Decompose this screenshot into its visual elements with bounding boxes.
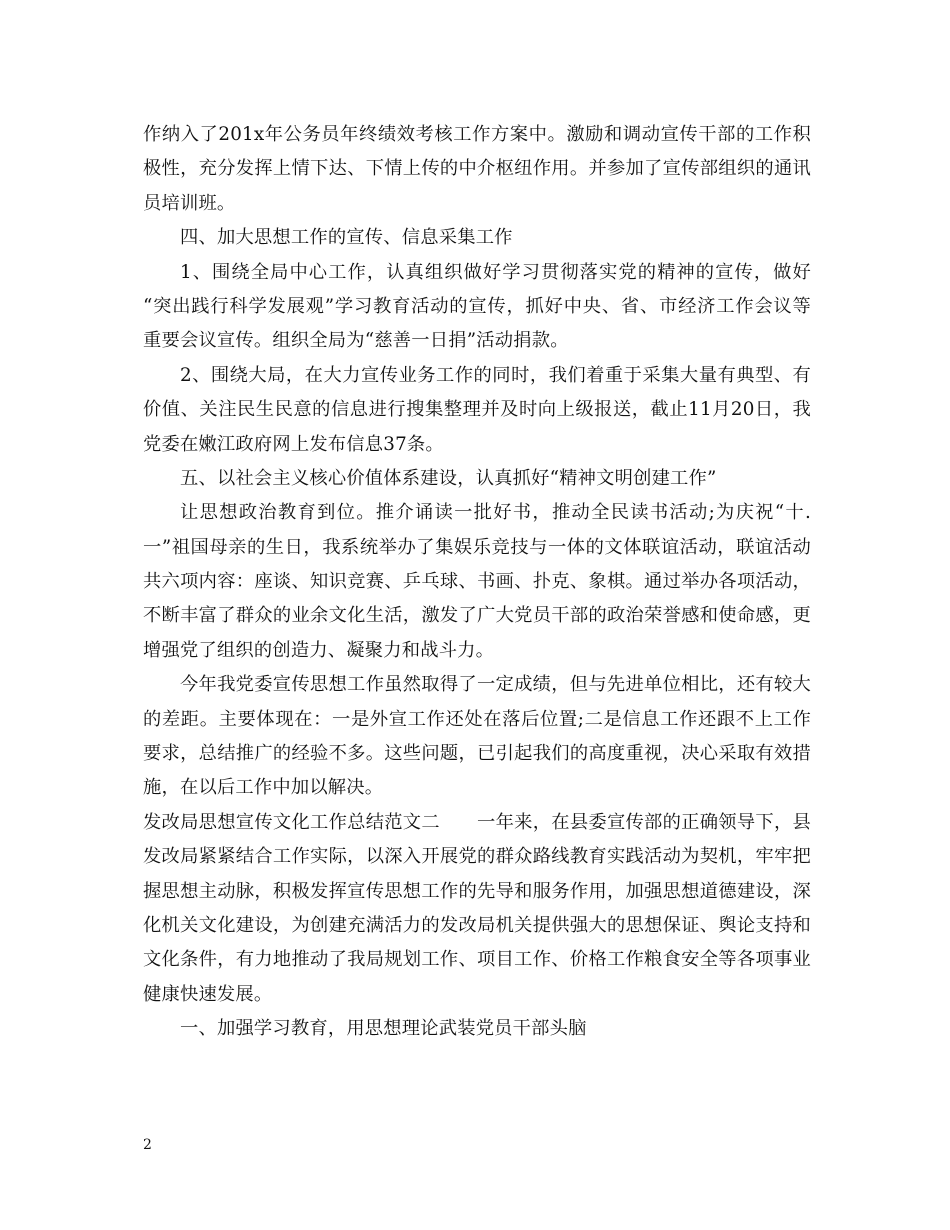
text-line: 增强党了组织的创造力、凝聚力和战斗力。 [143,639,495,661]
text-line: 员培训班。 [143,192,236,214]
text-line: 2、围绕大局，在大力宣传业务工作的同时，我们着重于采集大量有典型、有 [180,364,811,386]
text-line: 的差距。主要体现在：一是外宣工作还处在落后位置;二是信息工作还跟不上工作 [143,708,811,730]
text-line: 重要会议宣传。组织全局为“慈善一日捐”活动捐款。 [143,330,569,352]
text-line: 共六项内容：座谈、知识竞赛、乒乓球、书画、扑克、象棋。通过举办各项活动， [143,571,811,593]
text-line: 作纳入了201x年公务员年终绩效考核工作方案中。激励和调动宣传干部的工作积 [143,124,811,145]
text-line: 发改局思想宣传文化工作总结范文二 一年来，在县委宣传部的正确领导下，县 [143,811,811,833]
text-line: 党委在嫩江政府网上发布信息37条。 [143,433,444,455]
text-line: 极性，充分发挥上情下达、下情上传的中介枢纽作用。并参加了宣传部组织的通讯 [143,158,811,180]
text-line: 今年我党委宣传思想工作虽然取得了一定成绩，但与先进单位相比，还有较大 [180,674,811,696]
text-line: 不断丰富了群众的业余文化生活，激发了广大党员干部的政治荣誉感和使命感，更 [143,605,811,627]
text-line: 一”祖国母亲的生日，我系统举办了集娱乐竞技与一体的文体联谊活动，联谊活动 [143,536,811,558]
text-line: 要求，总结推广的经验不多。这些问题，已引起我们的高度重视，决心采取有效措 [143,743,811,765]
text-line: 施，在以后工作中加以解决。 [143,777,384,799]
text-line: “突出践行科学发展观”学习教育活动的宣传，抓好中央、省、市经济工作会议等 [143,295,811,317]
section-heading: 一、加强学习教育，用思想理论武装党员干部头脑 [180,1018,587,1040]
text-line: 健康快速发展。 [143,983,273,1005]
body-text [143,118,811,1047]
text-line: 发改局紧紧结合工作实际，以深入开展党的群众路线教育实践活动为契机，牢牢把 [143,846,811,868]
text-line: 握思想主动脉，积极发挥宣传思想工作的先导和服务作用，加强思想道德建设，深 [143,880,811,902]
text-line: 1、围绕全局中心工作，认真组织做好学习贯彻落实党的精神的宣传，做好 [180,261,811,283]
text-line: 文化条件，有力地推动了我局规划工作、项目工作、价格工作粮食安全等各项事业 [143,949,811,971]
text-line: 让思想政治教育到位。推介诵读一批好书，推动全民读书活动;为庆祝“十. [180,502,811,524]
text-line: 价值、关注民生民意的信息进行搜集整理并及时向上级报送，截止11月20日，我 [143,399,811,421]
page-number: 2 [143,1137,152,1153]
section-heading: 四、加大思想工作的宣传、信息采集工作 [180,227,513,249]
text-line: 化机关文化建设，为创建充满活力的发改局机关提供强大的思想保证、舆论支持和 [143,914,811,936]
section-heading: 五、以社会主义核心价值体系建设，认真抓好“精神文明创建工作” [180,467,717,489]
